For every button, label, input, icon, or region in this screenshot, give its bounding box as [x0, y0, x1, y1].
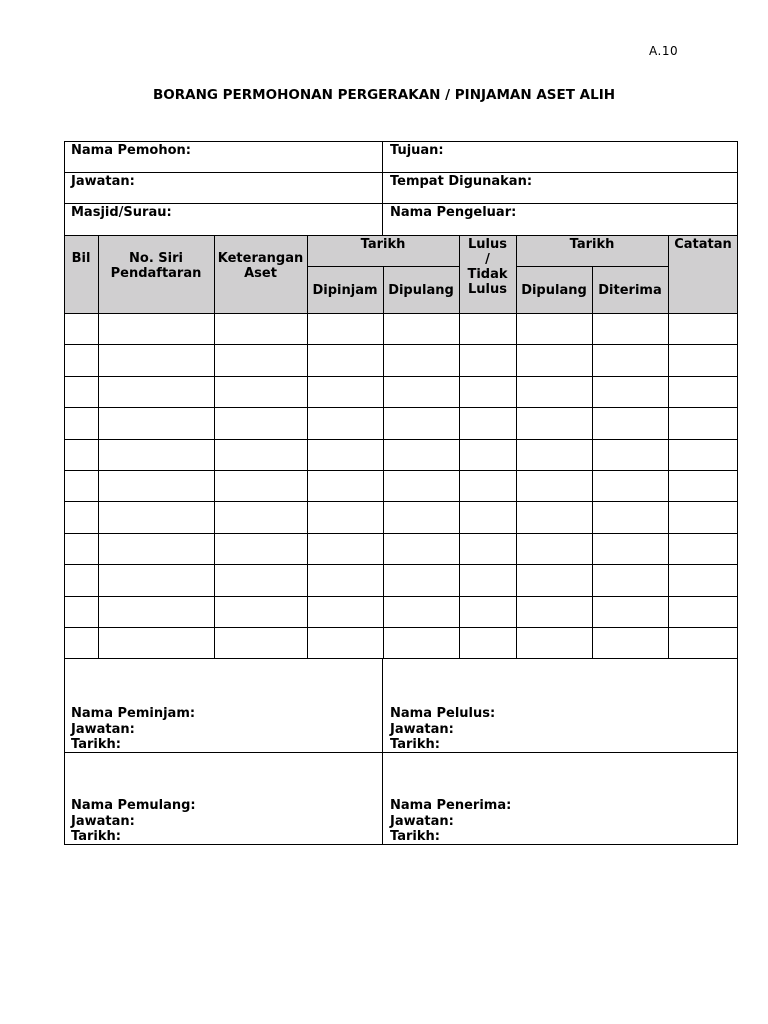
grid-line	[64, 141, 738, 142]
grid-line	[382, 141, 383, 236]
jawatan-pemulang-label: Jawatan:	[71, 813, 135, 829]
table-row	[64, 376, 738, 407]
grid-line	[64, 235, 738, 236]
header-lulus-tidak-lulus: Lulus / Tidak Lulus	[467, 237, 508, 297]
table-row	[64, 564, 738, 595]
jawatan-label: Jawatan:	[71, 174, 135, 189]
page-title: BORANG PERMOHONAN PERGERAKAN / PINJAMAN ASET ALIH	[152, 87, 616, 103]
page-code: A.10	[649, 44, 679, 58]
tarikh-pelulus-label: Tarikh:	[390, 737, 440, 752]
masjid-surau-label: Masjid/Surau:	[71, 205, 172, 220]
header-catatan: Catatan	[674, 237, 732, 252]
table-row	[64, 501, 738, 532]
header-keterangan-aset: Keterangan Aset	[217, 251, 304, 281]
header-tarikh-pinjam: Tarikh	[360, 237, 406, 252]
tempat-digunakan-label: Tempat Digunakan:	[390, 174, 533, 189]
nama-pengeluar-label: Nama Pengeluar:	[390, 205, 517, 220]
table-row	[64, 533, 738, 564]
table-body	[64, 313, 738, 659]
header-dipulang: Dipulang	[388, 283, 454, 298]
header-bil: Bil	[71, 251, 91, 266]
nama-pemohon-label: Nama Pemohon:	[71, 143, 191, 158]
nama-pemulang-label: Nama Pemulang:	[71, 798, 196, 813]
grid-line	[64, 752, 738, 753]
table-row	[64, 344, 738, 375]
header-dipinjam: Dipinjam	[312, 283, 378, 298]
tarikh-peminjam-label: Tarikh:	[71, 737, 121, 752]
grid-line	[64, 844, 738, 845]
grid-line	[64, 172, 738, 173]
nama-penerima-label: Nama Penerima:	[390, 798, 512, 813]
jawatan-peminjam-label: Jawatan:	[71, 721, 135, 737]
table-row	[64, 470, 738, 501]
tarikh-penerima-label: Tarikh:	[390, 829, 440, 844]
table-row	[64, 596, 738, 627]
jawatan-penerima-label: Jawatan:	[390, 813, 454, 829]
header-tarikh-pulang: Tarikh	[569, 237, 615, 252]
tujuan-label: Tujuan:	[390, 143, 444, 158]
form-table	[64, 141, 738, 845]
header-dipulang-2: Dipulang	[521, 283, 587, 298]
jawatan-pelulus-label: Jawatan:	[390, 721, 454, 737]
tarikh-pemulang-label: Tarikh:	[71, 829, 121, 844]
nama-pelulus-label: Nama Pelulus:	[390, 706, 496, 721]
table-row	[64, 439, 738, 470]
nama-peminjam-label: Nama Peminjam:	[71, 706, 196, 721]
table-row	[64, 627, 738, 658]
table-row	[64, 313, 738, 344]
grid-line	[64, 203, 738, 204]
table-row	[64, 407, 738, 438]
header-diterima: Diterima	[598, 283, 662, 298]
header-no-siri-pendaftaran: No. Siri Pendaftaran	[110, 251, 202, 281]
